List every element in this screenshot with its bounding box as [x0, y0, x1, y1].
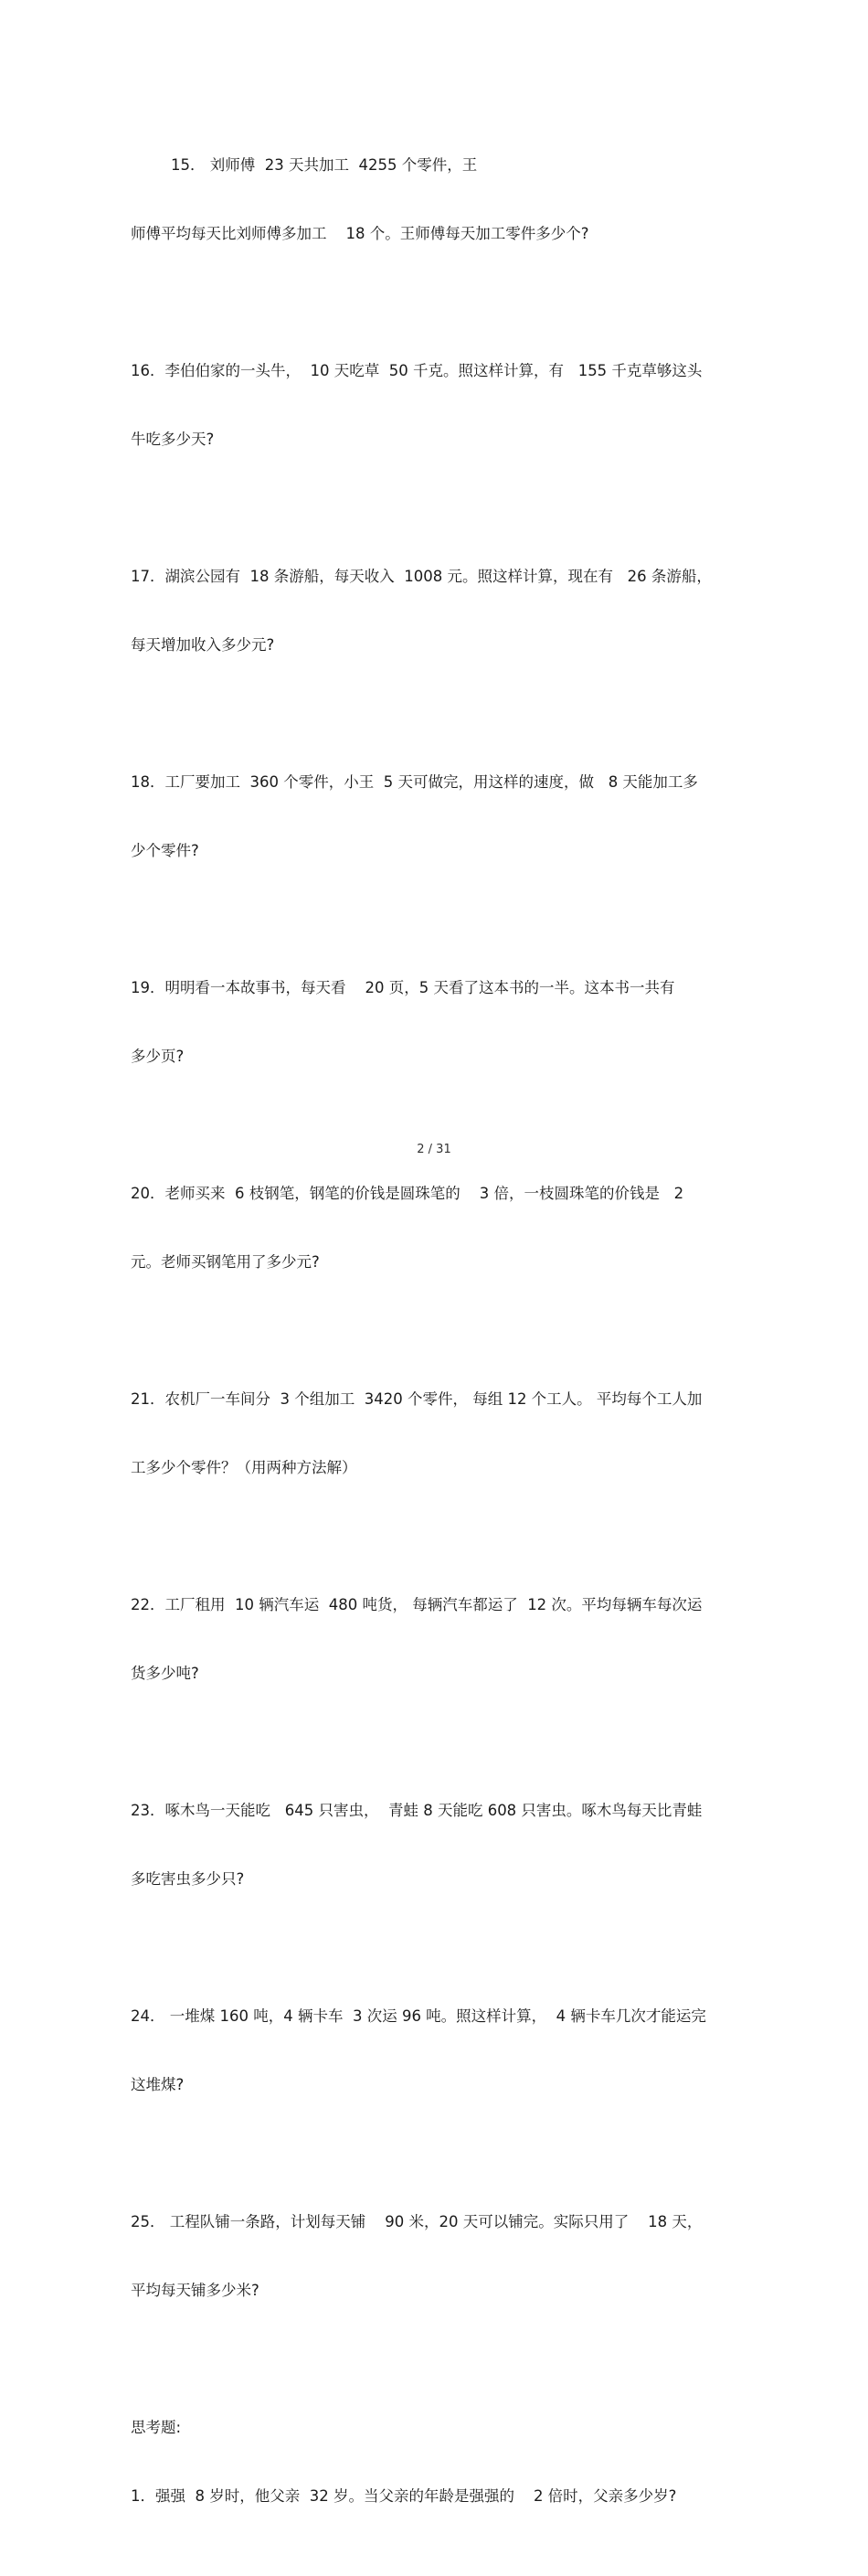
think-section [131, 2370, 738, 2553]
problem-line: 多吃害虫多少只? [131, 1870, 245, 1888]
problem-24 [131, 1959, 738, 2142]
page-number: 2 / 31 [417, 1143, 451, 1156]
problem-line: 23．啄木鸟一天能吃 645 只害虫， 青蛙 8 天能吃 608 只害虫。啄木鸟每天比青蛙 [131, 1802, 703, 1819]
problem-line: 工多少个零件？（用两种方法解） [131, 1459, 357, 1476]
problem-line: 17．湖滨公园有 18 条游船，每天收入 1008 元。照这样计算，现在有 26 条游船， [131, 568, 712, 585]
think-question: 1．强强 8 岁时，他父亲 32 岁。当父亲的年龄是强强的 2 倍时，父亲多少岁? [131, 2487, 677, 2505]
problem-line: 平均每天铺多少米? [131, 2282, 259, 2299]
problem-line: 21．农机厂一车间分 3 个组加工 3420 个零件， 每组 12 个工人。 平均每个工人加 [131, 1390, 703, 1408]
problem-line: 20．老师买来 6 枝钢笔，钢笔的价钱是圆珠笔的 3 倍，一枝圆珠笔的价钱是 2 [131, 1185, 684, 1202]
problem-21 [131, 1342, 738, 1525]
problem-line: 18．工厂要加工 360 个零件，小王 5 天可做完，用这样的速度，做 8 天能加工多 [131, 773, 698, 791]
problem-line: 牛吃多少天? [131, 431, 215, 448]
problem-line: 25． 工程队铺一条路，计划每天铺 90 米，20 天可以铺完。实际只用了 18 天， [131, 2213, 703, 2230]
problem-list [131, 108, 738, 2576]
problem-line: 15． 刘师傅 23 天共加工 4255 个零件，王 [171, 156, 478, 174]
problem-22 [131, 1548, 738, 1730]
problem-line: 每天增加收入多少元? [131, 636, 275, 654]
problem-line: 少个零件? [131, 842, 199, 859]
problem-line: 19．明明看一本故事书，每天看 20 页，5 天看了这本书的一半。这本书一共有 [131, 979, 675, 996]
problem-line: 货多少吨? [131, 1665, 199, 1682]
problem-line: 24． 一堆煤 160 吨，4 辆卡车 3 次运 96 吨。照这样计算， 4 辆卡车几次才能运完 [131, 2007, 706, 2025]
problem-line: 多少页? [131, 1048, 185, 1065]
problem-17 [131, 519, 738, 702]
problem-23 [131, 1753, 738, 1936]
problem-line: 师傅平均每天比刘师傅多加工 18 个。王师傅每天加工零件多少个? [131, 225, 589, 242]
problem-16 [131, 314, 738, 496]
problem-line: 16．李伯伯家的一头牛， 10 天吃草 50 千克。照这样计算，有 155 千克草够这头 [131, 362, 703, 379]
problem-18 [131, 725, 738, 908]
problem-line: 这堆煤? [131, 2076, 185, 2093]
problem-15 [131, 108, 738, 291]
problem-19 [131, 931, 738, 1113]
problem-line: 22．工厂租用 10 辆汽车运 480 吨货， 每辆汽车都运了 12 次。平均每辆车每次运 [131, 1596, 703, 1613]
problem-25 [131, 2165, 738, 2347]
problem-20 [131, 1136, 738, 1319]
think-title: 思考题: [131, 2419, 182, 2436]
problem-line: 元。老师买钢笔用了多少元? [131, 1253, 320, 1271]
